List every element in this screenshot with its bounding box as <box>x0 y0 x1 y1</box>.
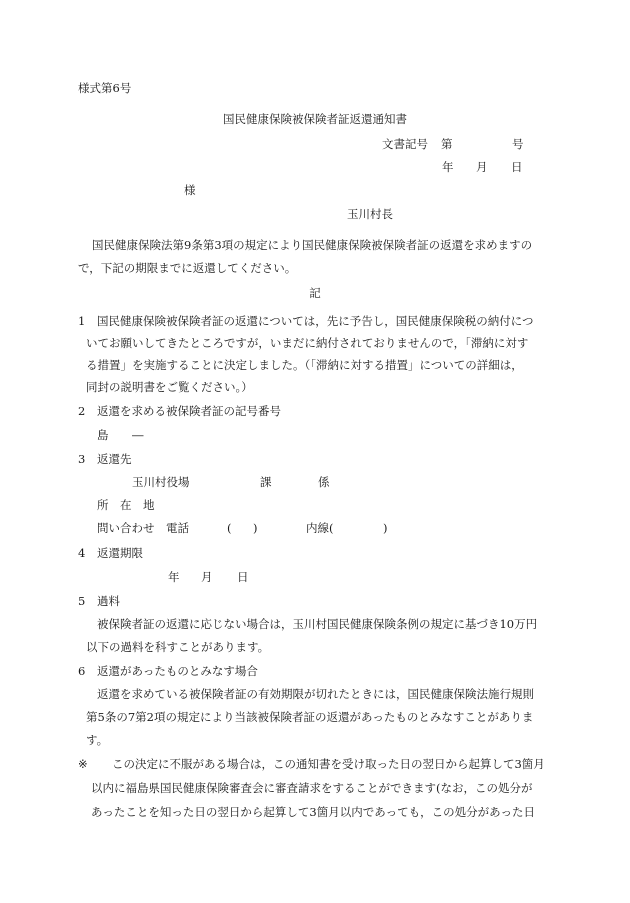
item-line: 以下の過料を科すことがあります。 <box>86 640 270 654</box>
extension-label: 内線( <box>306 521 334 535</box>
item-line: 返還を求めている被保険者証の有効期限が切れたときには，国民健康保険法施行規則 <box>97 687 534 701</box>
phone-paren-open: ( <box>227 521 232 535</box>
date-day: 日 <box>511 160 523 174</box>
item-heading: 返還があったものとみなす場合 <box>97 664 258 678</box>
deadline-day: 日 <box>237 570 249 584</box>
item-line: 同封の説明書をご覧ください。） <box>86 380 253 394</box>
note-line: 以内に福島県国民健康保険審査会に審査請求をすることができます(なお，この処分が <box>91 781 533 795</box>
item-heading: 返還を求める被保険者証の記号番号 <box>97 404 281 418</box>
note-line: この決定に不服がある場合は，この通知書を受け取った日の翌日から起算して3箇月 <box>112 757 545 771</box>
item-number: 3 <box>78 452 86 466</box>
item-line: 国民健康保険被保険者証の返還については，先に予告し，国民健康保険税の納付につ <box>97 314 534 328</box>
deadline-month: 月 <box>201 570 213 584</box>
date-year: 年 <box>442 160 454 174</box>
code-dash: ― <box>132 428 144 442</box>
item-heading: 返還期限 <box>97 546 143 560</box>
address-label: 所 在 地 <box>97 498 155 512</box>
document-title: 国民健康保険被保険者証返還通知書 <box>223 112 407 126</box>
item-number: 2 <box>78 404 86 418</box>
item-line: る措置」を実施することに決定しました。（「滞納に対する措置」についての詳細は， <box>86 358 523 372</box>
addressee-suffix: 様 <box>184 183 196 197</box>
item-number: 1 <box>78 314 86 328</box>
return-office: 玉川村役場 <box>132 475 190 489</box>
item-line: 第5条の7第2項の規定により当該被保険者証の返還があったものとみなすことがありま <box>86 710 534 724</box>
contact-label: 問い合わせ <box>97 521 155 535</box>
doc-ref-label: 文書記号 <box>382 137 428 151</box>
doc-ref-go: 号 <box>512 137 524 151</box>
intro-line: で，下記の期限までに返還してください。 <box>78 261 297 275</box>
ki-heading: 記 <box>309 286 321 300</box>
note-line: あったことを知った日の翌日から起算して3箇月以内であっても，この処分があった日 <box>91 805 535 819</box>
extension-close: ) <box>383 521 388 535</box>
code-prefix: 島 <box>97 428 109 442</box>
item-heading: 返還先 <box>97 452 132 466</box>
item-number: 4 <box>78 546 86 560</box>
return-unit: 係 <box>318 475 330 489</box>
note-mark: ※ <box>78 757 88 771</box>
phone-label: 電話 <box>166 521 189 535</box>
intro-line: 国民健康保険法第9条第3項の規定により国民健康保険被保険者証の返還を求めますの <box>92 238 533 252</box>
form-number: 様式第6号 <box>78 81 132 95</box>
phone-paren-close: ) <box>253 521 258 535</box>
item-heading: 過料 <box>97 594 120 608</box>
item-number: 5 <box>78 594 86 608</box>
item-line: いてお願いしてきたところですが，いまだに納付されておりませんので，「滞納に対す <box>86 336 529 350</box>
item-number: 6 <box>78 664 86 678</box>
item-line: す。 <box>86 733 109 747</box>
item-line: 被保険者証の返還に応じない場合は，玉川村国民健康保険条例の規定に基づき10万円 <box>97 617 538 631</box>
deadline-year: 年 <box>168 570 180 584</box>
sender-name: 玉川村長 <box>347 207 393 221</box>
date-month: 月 <box>476 160 488 174</box>
return-section: 課 <box>260 475 272 489</box>
doc-ref-dai: 第 <box>441 137 453 151</box>
